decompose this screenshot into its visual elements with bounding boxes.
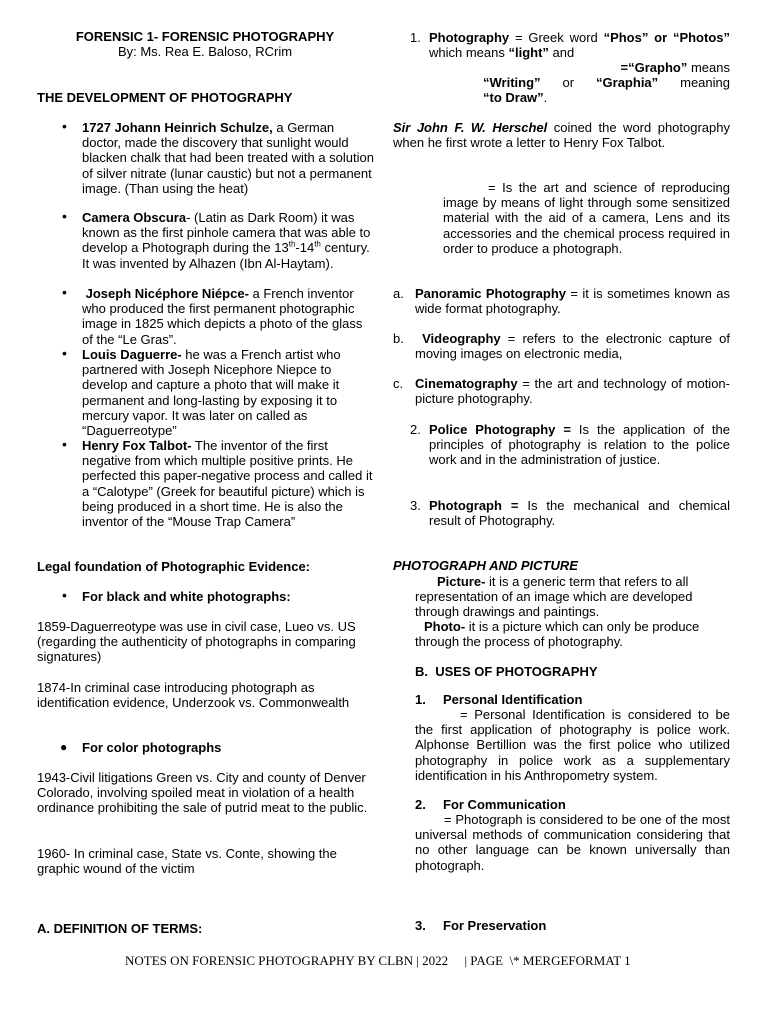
- term-text: meaning: [658, 75, 730, 90]
- term-keyword: “Writing”: [483, 75, 541, 90]
- sub-item-panoramic: [415, 286, 730, 316]
- color-photographs-label: For color photographs: [82, 740, 222, 755]
- item-text: a French inventor who produced the first permanent photographic image in 1825 which depicts a photo of the glass of the “Le Gras”.: [82, 286, 363, 347]
- item-text: The inventor of the first negative from which multiple positive prints. He perfected this paper-negative process and called it a “Calotype” (Greek for beautiful picture) which is being produced in a short time. He is also the inventor of the “Mouse Trap Camera”: [82, 438, 373, 530]
- photograph-picture-heading: PHOTOGRAPH AND PICTURE: [393, 558, 578, 573]
- term-number: 3.: [410, 498, 421, 513]
- sub-item-cinematography: [415, 376, 730, 406]
- list-item-schulze: [82, 120, 376, 196]
- legal-heading: Legal foundation of Photographic Evidence:: [37, 559, 311, 574]
- list-item-camera-obscura: [82, 210, 376, 271]
- item-name: 1727 Johann Heinrich Schulze,: [82, 120, 273, 135]
- sub-item-letter: a.: [393, 286, 404, 301]
- item-text: century. It was invented by Alhazen (Ibn Al-Haytam).: [82, 240, 370, 271]
- term-text: Is the application of the principles of photography is relation to the police work and in the administration of justice.: [429, 422, 730, 468]
- term-keyword: =“Grapho”: [620, 60, 688, 75]
- item-text: -14: [295, 240, 315, 256]
- paragraph-1859: 1859-Daguerreotype was use in civil case, Lueo vs. US (regarding the authenticity of photographs in comparing signatures): [37, 619, 356, 665]
- use-title: Personal Identification: [443, 692, 583, 707]
- photo-paragraph: [415, 619, 733, 649]
- uses-heading: B. USES OF PHOTOGRAPHY: [415, 664, 598, 679]
- term-name: Photography: [429, 30, 510, 45]
- term-writing-line: [483, 75, 730, 90]
- herschel-paragraph: [393, 120, 730, 150]
- development-heading: THE DEVELOPMENT OF PHOTOGRAPHY: [37, 90, 293, 105]
- bullet-icon: •: [62, 436, 67, 452]
- item-name: Joseph Nicéphore Niépce-: [85, 286, 249, 301]
- superscript: th: [288, 240, 296, 250]
- term-text: means: [687, 60, 730, 75]
- term-number: 2.: [410, 422, 421, 437]
- sub-item-text: = it is sometimes known as wide format photography.: [415, 286, 730, 317]
- photo-text: it is a picture which can only be produce through the process of photography.: [415, 619, 700, 650]
- term-name: Photograph =: [429, 498, 519, 513]
- term-text: and: [548, 45, 575, 61]
- use-title: For Communication: [443, 797, 566, 812]
- term-text: or: [540, 75, 597, 90]
- list-item-daguerre: [82, 347, 376, 438]
- term-number: 1.: [410, 30, 421, 45]
- bullet-icon: •: [62, 587, 67, 603]
- footer-right: | PAGE \* MERGEFORMAT 1: [464, 953, 631, 968]
- document-title: FORENSIC 1- FORENSIC PHOTOGRAPHY: [75, 29, 335, 44]
- use-title: For Preservation: [443, 918, 547, 933]
- bullet-icon: •: [62, 284, 67, 300]
- footer-left: NOTES ON FORENSIC PHOTOGRAPHY BY CLBN | 2022: [125, 953, 449, 968]
- item-name: Henry Fox Talbot-: [82, 438, 192, 453]
- term-text: which means: [429, 45, 509, 61]
- bullet-icon: •: [62, 208, 67, 224]
- picture-text: it is a generic term that refers to all representation of an image which are developed through drawings and paintings.: [415, 574, 693, 620]
- term-to-draw-line: [483, 90, 547, 105]
- use-number: 2.: [415, 797, 426, 812]
- sub-item-name: Videography: [422, 331, 501, 346]
- bullet-icon: •: [62, 118, 67, 134]
- use-number: 3.: [415, 918, 426, 933]
- bullet-icon: •: [62, 345, 67, 361]
- term-keyword: “light”: [508, 45, 549, 61]
- term-keyword: “to Draw”: [483, 90, 544, 105]
- bw-photographs-label: For black and white photographs:: [82, 589, 291, 604]
- item-text: he was a French artist who partnered with Joseph Nicephore Niepce to develop and capture a photo that will make it permanent and long-lasting by exposing it to mercury vapor. It was later on called as “Daguerreotype”: [82, 347, 341, 439]
- term-text: = Greek word: [509, 30, 604, 45]
- document-byline: By: Ms. Rea E. Baloso, RCrim: [117, 44, 293, 60]
- paragraph-1943: 1943-Civil litigations Green vs. City and county of Denver Colorado, involving spoiled meat in violation of a health ordinance prohibiting the sale of putrid meat to the public.: [37, 770, 368, 816]
- picture-paragraph: [415, 574, 733, 620]
- sub-item-letter: c.: [393, 376, 404, 391]
- term-grapho-line: [429, 60, 730, 75]
- term-photography: [429, 30, 730, 60]
- sub-item-letter: b.: [393, 331, 404, 346]
- document-header: [36, 29, 374, 59]
- photo-term: Photo-: [424, 619, 466, 634]
- term-police-photography: [429, 422, 730, 468]
- paragraph-1960: 1960- In criminal case, State vs. Conte, showing the graphic wound of the victim: [37, 846, 337, 877]
- term-text: .: [543, 90, 548, 105]
- sub-item-name: Panoramic Photography: [415, 286, 567, 301]
- herschel-name: Sir John F. W. Herschel: [393, 120, 548, 135]
- photography-definition: = Is the art and science of reproducing image by means of light through some sensitized material with the aid of a camera, Lens and its accessories and the chemical process required in order to produce a photograph.: [443, 180, 730, 256]
- list-item-niepce: [82, 286, 376, 347]
- sub-item-text: = refers to the electronic capture of moving images on electronic media,: [415, 331, 730, 362]
- item-name: Camera Obscura: [82, 210, 187, 225]
- bullet-icon: ●: [60, 740, 68, 754]
- item-text: a German doctor, made the discovery that sunlight would blacken chalk that had been treated with a solution of silver nitrate (lunar caustic) but not a permanent image. (Than using the heat): [82, 120, 374, 196]
- paragraph-1874: 1874-In criminal case introducing photograph as identification evidence, Underzook vs. Commonwealth: [37, 680, 350, 711]
- use-number: 1.: [415, 692, 426, 707]
- page-footer: [125, 953, 735, 968]
- use-communication-text: = Photograph is considered to be one of the most universal methods of communication considering that no other language can be known universally than photograph.: [415, 812, 730, 873]
- superscript: th: [314, 240, 321, 250]
- item-name: Louis Daguerre-: [82, 347, 182, 362]
- sub-item-name: Cinematography: [415, 376, 518, 391]
- term-keyword: “Phos” or “Photos”: [603, 30, 731, 45]
- list-item-talbot: [82, 438, 376, 529]
- sub-item-text: = the art and technology of motion-picture photography.: [415, 376, 730, 407]
- term-photograph: [429, 498, 730, 528]
- term-text: Is the mechanical and chemical result of Photography.: [429, 498, 730, 529]
- use-personal-identification-text: = Personal Identification is considered to be the first application of photography is police work. Alphonse Bertillion was the first police who utilized photography in police work as a supplementary identification in his Anthropometry system.: [415, 707, 730, 783]
- herschel-text: coined the word photography when he first wrote a letter to Henry Fox Talbot.: [393, 120, 730, 151]
- definition-heading: A. DEFINITION OF TERMS:: [37, 921, 203, 936]
- term-name: Police Photography =: [429, 422, 571, 437]
- item-text: - (Latin as Dark Room) it was known as the first pinhole camera that was able to develop a Photograph during the 13: [82, 210, 371, 256]
- term-keyword: “Graphia”: [596, 75, 659, 90]
- sub-item-videography: [415, 331, 730, 361]
- picture-term: Picture-: [437, 574, 486, 589]
